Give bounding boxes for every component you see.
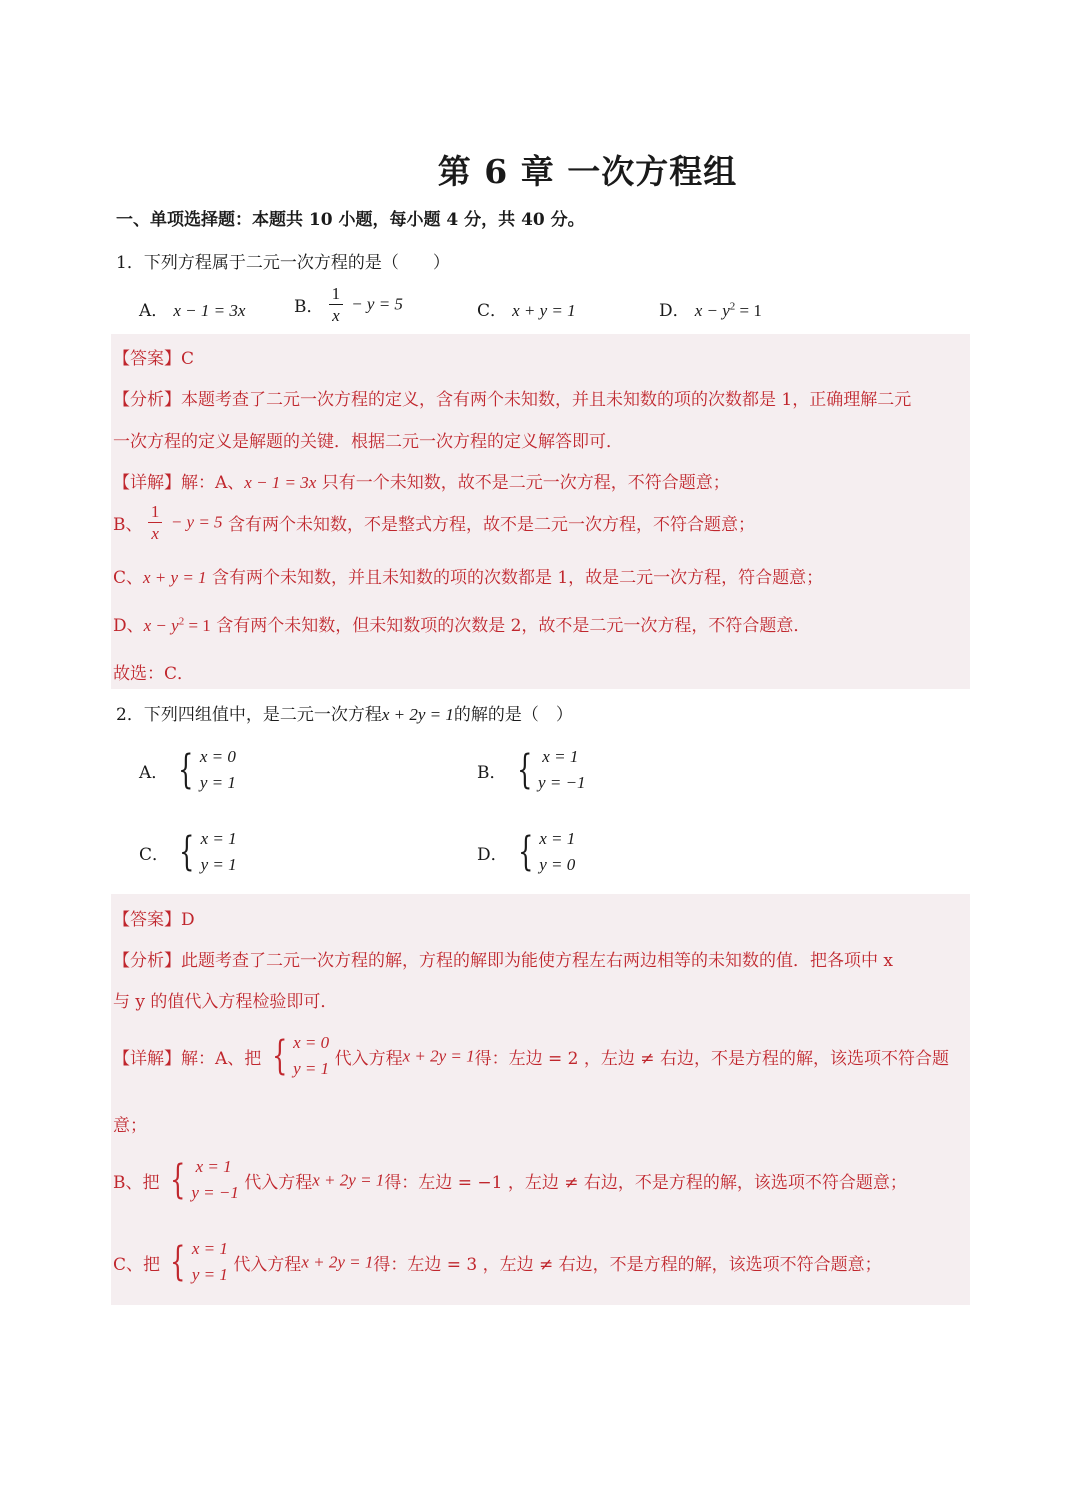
fraction-numerator: 1 — [329, 285, 344, 305]
q1-choose: 故选：C． — [113, 664, 195, 684]
brace-icon: { — [516, 747, 532, 794]
option-label: D． — [659, 301, 690, 321]
detail-text-tail: 得：左边 = 2 ，左边 ≠ 右边，不是方程的解，该选项不符合题 — [474, 1048, 949, 1069]
detail-text-tail: 得：左边 = 3 ，左边 ≠ 右边，不是方程的解，该选项不符合题意； — [373, 1254, 882, 1275]
exponent: 2 — [178, 615, 185, 628]
equation-system — [174, 826, 236, 879]
system-row: y = 0 — [539, 855, 576, 875]
exponent: 2 — [729, 300, 736, 313]
system-row: x = 1 — [539, 829, 576, 848]
detail-expression: x + 2y = 1 — [312, 1170, 385, 1190]
system-row: x = 1 — [191, 1239, 228, 1258]
detail-expression: x + 2y = 1 — [301, 1252, 374, 1272]
option-label: C． — [139, 844, 170, 865]
detail-text: 代入方程 — [233, 1254, 302, 1275]
stem-text-tail: 的解的是（ ） — [453, 705, 573, 725]
q1-detail-d — [113, 611, 810, 636]
q2-option-b — [477, 744, 586, 797]
detail-expression: x + 2y = 1 — [402, 1046, 475, 1066]
detail-prefix: 【详解】解：A、把 — [113, 1048, 262, 1069]
detail-expression: − y = 5 — [170, 512, 223, 532]
option-expression: − y = 5 — [351, 294, 403, 314]
equation-system — [173, 744, 235, 797]
detail-prefix: C、 — [113, 568, 144, 588]
detail-prefix: C、把 — [113, 1254, 161, 1275]
detail-text: 代入方程 — [334, 1048, 403, 1069]
system-row: y = −1 — [191, 1183, 239, 1203]
q2-detail-a-continued: 意； — [113, 1116, 147, 1136]
q1-option-b — [294, 285, 403, 324]
system-row: x = 1 — [200, 829, 237, 848]
detail-expression: x − 1 = 3x — [244, 473, 317, 492]
q2-detail-c — [113, 1236, 882, 1289]
q2-detail-a — [113, 1030, 949, 1083]
detail-text: 含有两个未知数，并且未知数的项的次数都是 1，故是二元一次方程，符合题意； — [206, 568, 824, 588]
q1-analysis-line-2: 一次方程的定义是解题的关键．根据二元一次方程的定义解答即可． — [113, 432, 623, 452]
question-2-stem — [116, 700, 573, 725]
equation-system — [267, 1030, 329, 1083]
q1-option-d — [659, 296, 762, 321]
q1-detail-a — [113, 468, 730, 493]
system-row: x = 1 — [538, 747, 579, 766]
q2-answer: 【答案】D — [113, 910, 195, 930]
system-row: y = 1 — [191, 1265, 228, 1285]
system-row: y = 1 — [293, 1059, 330, 1079]
q1-detail-b — [113, 503, 755, 542]
equation-system — [165, 1236, 227, 1289]
fraction-denominator: x — [332, 306, 340, 325]
option-expression: x − 1 = 3x — [173, 301, 246, 320]
option-label: D． — [477, 844, 508, 865]
detail-text: 只有一个未知数，故不是二元一次方程，不符合题意； — [316, 473, 730, 493]
section-heading: 一、单项选择题：本题共 10 小题，每小题 4 分，共 40 分。 — [116, 210, 585, 230]
brace-icon: { — [517, 829, 534, 876]
brace-icon: { — [169, 1157, 186, 1204]
detail-prefix: 【详解】解：A、 — [113, 473, 245, 493]
equation-system — [513, 826, 575, 879]
q1-detail-c — [113, 563, 823, 588]
q2-detail-b — [113, 1154, 907, 1207]
option-expression: x + y = 1 — [512, 301, 576, 320]
q2-analysis-line-1: 【分析】此题考查了二元一次方程的解，方程的解即为能使方程左右两边相等的未知数的值．把各项中 x — [113, 951, 893, 971]
brace-icon: { — [170, 1239, 186, 1286]
question-1-stem: 1．下列方程属于二元一次方程的是（ ） — [116, 253, 450, 273]
system-row: y = −1 — [538, 773, 586, 793]
brace-icon: { — [179, 829, 195, 876]
q1-analysis-line-1: 【分析】本题考查了二元一次方程的定义，含有两个未知数，并且未知数的项的次数都是 1，正确理解二元 — [113, 390, 912, 410]
detail-text: 含有两个未知数，但未知数项的次数是 2，故不是二元一次方程，不符合题意． — [210, 616, 811, 636]
detail-text: 含有两个未知数，不是整式方程，故不是二元一次方程，不符合题意； — [222, 515, 755, 535]
detail-text-tail: 得：左边 = −1 ，左边 ≠ 右边，不是方程的解，该选项不符合题意； — [384, 1172, 907, 1193]
brace-icon: { — [178, 747, 194, 794]
detail-expression: x − y — [143, 616, 179, 635]
detail-prefix: D、 — [113, 616, 144, 636]
q1-answer: 【答案】C — [113, 349, 195, 369]
equation-system — [165, 1154, 239, 1207]
detail-expression: x + y = 1 — [143, 568, 207, 587]
q1-option-a — [139, 296, 245, 321]
system-row: y = 1 — [200, 855, 237, 875]
brace-icon: { — [271, 1033, 288, 1080]
q2-option-d — [477, 826, 575, 879]
system-row: x = 1 — [191, 1157, 232, 1176]
detail-prefix: B、 — [113, 515, 143, 535]
system-row: x = 0 — [199, 747, 236, 766]
system-row: y = 1 — [199, 773, 236, 793]
q2-option-c — [139, 826, 237, 879]
option-expression-tail: = 1 — [735, 301, 762, 320]
option-label: A． — [139, 301, 169, 321]
option-label: B． — [477, 762, 507, 783]
detail-expression-tail: = 1 — [184, 616, 211, 635]
equation-system — [512, 744, 586, 797]
stem-expression: x + 2y = 1 — [381, 705, 454, 724]
fraction-denominator: x — [151, 524, 159, 543]
fraction — [329, 285, 344, 324]
fraction — [148, 503, 163, 542]
option-label: B． — [294, 297, 324, 317]
detail-text: 代入方程 — [244, 1172, 313, 1193]
q2-analysis-line-2: 与 y 的值代入方程检验即可． — [113, 992, 338, 1012]
stem-text: 2．下列四组值中，是二元一次方程 — [116, 705, 382, 725]
detail-prefix: B、把 — [113, 1172, 160, 1193]
q1-option-c — [477, 296, 576, 321]
q2-option-a — [139, 744, 236, 797]
option-expression: x − y — [694, 301, 730, 320]
fraction-numerator: 1 — [148, 503, 163, 523]
option-label: A． — [139, 762, 169, 783]
system-row: x = 0 — [293, 1033, 330, 1052]
page-title: 第 6 章 一次方程组 — [437, 152, 738, 191]
option-label: C． — [477, 301, 508, 321]
